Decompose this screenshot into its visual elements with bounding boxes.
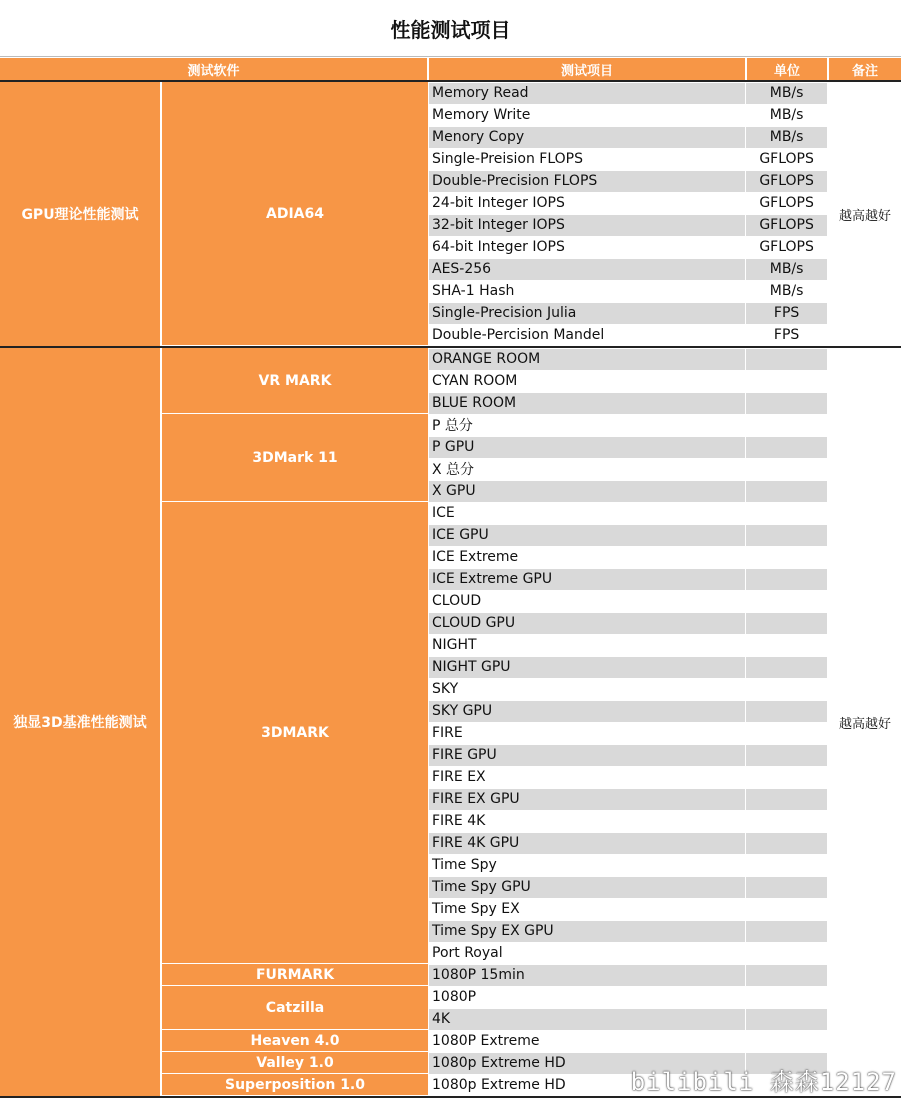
test-item-unit [746,965,827,986]
test-item-name: ICE GPU [429,525,745,546]
test-item-unit [746,459,827,480]
table-row [429,1030,827,1052]
software-cell: ADIA64 [162,82,428,346]
table-row [429,546,827,568]
test-item-name: 32-bit Integer IOPS [429,215,745,236]
header-software: 测试软件 [0,58,428,80]
test-item-unit: MB/s [769,283,804,299]
table-row [429,258,827,280]
test-item-name: Time Spy GPU [429,877,745,898]
test-item-name: Double-Percision Mandel [432,327,605,343]
software-cell: 3DMARK [162,502,428,964]
test-item-unit [746,437,827,458]
test-item-unit [746,921,827,942]
test-item-name: 1080P 15min [429,965,745,986]
test-item-name: P 总分 [432,418,473,434]
test-item-unit [746,701,827,722]
test-item-unit [746,525,827,546]
table-row [429,920,827,942]
test-item-name: X GPU [429,481,745,502]
test-item-name: Menory Copy [429,127,745,148]
software-cell: Heaven 4.0 [162,1030,428,1052]
table-row [429,436,827,458]
category-cell: GPU理论性能测试 [0,82,161,346]
test-item-unit [746,767,827,788]
table-row [429,480,827,502]
table-row [429,126,827,148]
table-row [429,104,827,126]
test-item-name: 1080P [432,989,477,1005]
software-cell: 3DMark 11 [162,414,428,502]
test-item-name: SKY GPU [429,701,745,722]
test-item-name: Memory Read [429,83,745,104]
test-item-name: SHA-1 Hash [432,283,515,299]
test-item-name: ICE [432,505,455,521]
test-item-unit: FPS [773,327,800,343]
table-row [429,612,827,634]
table-row [429,722,827,744]
test-item-name: BLUE ROOM [429,393,745,414]
test-item-name: FIRE EX GPU [429,789,745,810]
table-row [429,392,827,414]
table-row [429,214,827,236]
test-item-name: Port Royal [432,945,503,961]
note-cell: 越高越好 [838,716,891,732]
software-cell: Valley 1.0 [162,1052,428,1074]
table-row [429,942,827,964]
test-item-name: 4K [429,1009,745,1030]
test-item-unit [746,349,827,370]
table-row [429,678,827,700]
test-item-unit [746,877,827,898]
table-row [429,964,827,986]
table-row [429,854,827,876]
header-note: 备注 [829,58,901,80]
test-item-unit [746,987,827,1008]
table-row [429,700,827,722]
test-item-unit [746,371,827,392]
test-item-name: X 总分 [432,462,475,478]
table-row [429,302,827,324]
test-item-unit [746,547,827,568]
table-row [429,148,827,170]
test-item-unit: MB/s [746,83,827,104]
table-row [429,1008,827,1030]
test-item-name: AES-256 [429,259,745,280]
table-row [429,810,827,832]
table-row [429,324,827,346]
table-row [429,458,827,480]
test-item-unit [746,481,827,502]
test-item-unit [746,679,827,700]
test-item-name: 1080p Extreme HD [429,1053,745,1074]
test-item-name: FIRE EX [432,769,486,785]
table-row [429,788,827,810]
test-item-name: P GPU [429,437,745,458]
category-cell: 独显3D基准性能测试 [0,348,161,1096]
test-item-unit [746,635,827,656]
table-row [429,634,827,656]
table-row [429,236,827,258]
test-item-unit [746,613,827,634]
table-row [429,370,827,392]
table-row [429,524,827,546]
test-item-unit [746,415,827,436]
test-item-unit: MB/s [769,107,804,123]
table-row [429,898,827,920]
page-title: 性能测试项目 [0,0,901,57]
table-row [429,568,827,590]
test-item-name: Double-Precision FLOPS [429,171,745,192]
test-item-name: Time Spy EX [432,901,520,917]
table-row [429,656,827,678]
test-item-name: 24-bit Integer IOPS [432,195,565,211]
test-item-unit [746,811,827,832]
test-item-unit: MB/s [746,259,827,280]
test-item-name: Time Spy EX GPU [429,921,745,942]
test-item-name: NIGHT GPU [429,657,745,678]
test-item-unit [746,789,827,810]
test-item-unit [746,569,827,590]
test-item-name: NIGHT [432,637,477,653]
test-item-unit [746,943,827,964]
header-item: 测试项目 [429,58,746,80]
table-row [429,414,827,436]
test-item-name: FIRE GPU [429,745,745,766]
test-item-name: ICE Extreme GPU [429,569,745,590]
test-item-unit [746,899,827,920]
table-row [429,986,827,1008]
watermark: bilibili 森森12127 [630,1068,897,1096]
table-row [429,766,827,788]
test-item-name: Single-Precision Julia [429,303,745,324]
test-item-name: 64-bit Integer IOPS [432,239,565,255]
test-item-unit: GFLOPS [759,239,814,255]
test-item-name: FIRE 4K GPU [429,833,745,854]
test-item-unit [746,393,827,414]
test-item-name: ICE Extreme [432,549,519,565]
test-item-unit: GFLOPS [759,195,814,211]
table-row [429,280,827,302]
table-row [429,876,827,898]
table-row [429,590,827,612]
test-item-unit: GFLOPS [759,151,814,167]
test-item-name: Single-Preision FLOPS [432,151,584,167]
test-item-unit [746,657,827,678]
test-item-name: CYAN ROOM [432,373,518,389]
test-item-name: Time Spy [432,857,497,873]
table-row [429,82,827,104]
table-row [429,170,827,192]
test-item-unit [746,1031,827,1052]
table-row [429,744,827,766]
test-item-name: 1080P Extreme [432,1033,540,1049]
table-row [429,832,827,854]
test-item-unit [746,745,827,766]
table-row [429,348,827,370]
test-item-name: CLOUD [432,593,482,609]
test-item-name: 1080p Extreme HD [432,1077,566,1093]
note-cell: 越高越好 [838,208,891,224]
header-unit: 单位 [747,58,828,80]
test-item-unit [746,855,827,876]
test-item-name: Memory Write [432,107,531,123]
software-cell: Superposition 1.0 [162,1074,428,1096]
software-cell: VR MARK [162,348,428,414]
test-item-unit: MB/s [746,127,827,148]
table-row [429,192,827,214]
test-item-name: FIRE [432,725,463,741]
test-item-name: SKY [432,681,459,697]
test-item-unit: FPS [746,303,827,324]
software-cell: Catzilla [162,986,428,1030]
test-item-name: CLOUD GPU [429,613,745,634]
test-item-unit [746,833,827,854]
test-item-unit: GFLOPS [746,215,827,236]
test-item-unit [746,723,827,744]
table-row [429,502,827,524]
software-cell: FURMARK [162,964,428,986]
test-item-name: ORANGE ROOM [429,349,745,370]
test-item-unit [746,503,827,524]
test-item-unit [746,1009,827,1030]
test-item-unit: GFLOPS [746,171,827,192]
test-item-unit [746,591,827,612]
test-item-name: FIRE 4K [432,813,486,829]
